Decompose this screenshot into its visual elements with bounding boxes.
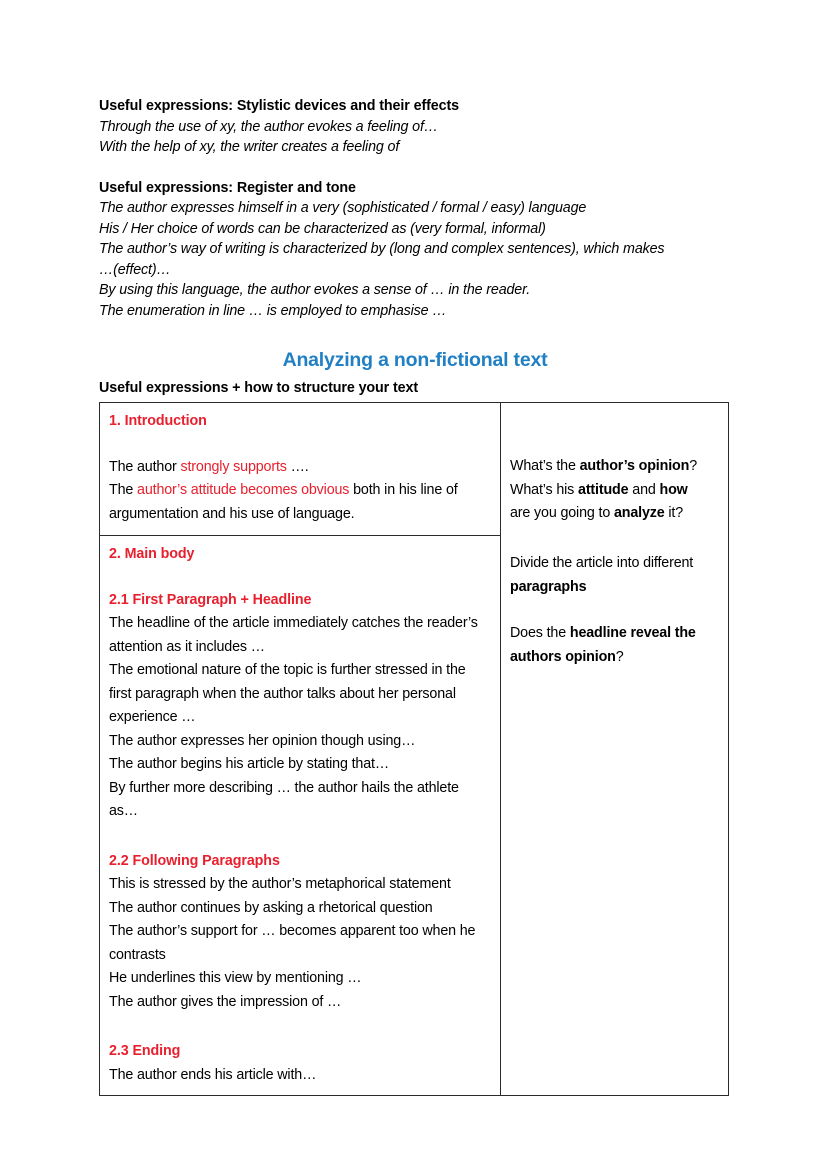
expression-line: Through the use of xy, the author evokes a feeling of… <box>99 118 438 135</box>
text-segment: …. <box>286 458 309 475</box>
following-paragraph-line: This is stressed by the author’s metaphorical statement <box>109 876 451 892</box>
introduction-line-1 <box>109 456 490 480</box>
highlighted-phrase: strongly supports <box>180 458 287 475</box>
section-heading-following-paragraphs: 2.2 Following Paragraphs <box>109 852 280 869</box>
section-heading-main-body: 2. Main body <box>109 546 195 562</box>
introduction-question-3 <box>510 502 718 526</box>
emphasis: author’s opinion <box>579 458 690 474</box>
text-segment: The <box>109 482 138 498</box>
emphasis: headline reveal the authors opinion <box>510 625 696 665</box>
paragraph-spacer <box>510 599 718 622</box>
section-heading-ending: 2.3 Ending <box>109 1043 181 1059</box>
main-body-instruction-1 <box>510 552 718 599</box>
table-row-main-body <box>100 536 500 1095</box>
following-paragraph-line: The author gives the impression of … <box>109 993 342 1010</box>
first-paragraph-line: The headline of the article immediately catches the reader’s attention as it includes … <box>109 615 478 655</box>
highlighted-phrase: author’s attitude becomes obvious <box>137 482 350 498</box>
expression-line: His / Her choice of words can be characterized as (very formal, informal) <box>99 220 546 237</box>
paragraph-spacer <box>109 567 490 589</box>
expressions-heading-register-and-tone: Useful expressions: Register and tone <box>99 179 356 196</box>
expression-line: The author expresses himself in a very (sophisticated / formal / easy) language <box>99 200 587 216</box>
introduction-line-2 <box>109 479 490 526</box>
expressions-heading-stylistic-devices: Useful expressions: Stylistic devices and their effects <box>99 98 460 114</box>
following-paragraph-line: The author continues by asking a rhetorical question <box>109 899 433 916</box>
emphasis: attitude <box>578 481 629 498</box>
ending-line: The author ends his article with… <box>109 1066 317 1083</box>
expressions-block-stylistic-devices <box>99 96 731 158</box>
main-body-instruction-2 <box>510 622 718 669</box>
first-paragraph-line: By further more describing … the author hails the athlete as… <box>109 779 459 819</box>
page-subtitle: Useful expressions + how to structure your text <box>99 380 419 396</box>
emphasis: how <box>659 481 688 498</box>
expression-line: …(effect)… <box>99 261 171 278</box>
emphasis: paragraphs <box>510 578 587 595</box>
following-paragraph-line: He underlines this view by mentioning … <box>109 970 362 986</box>
introduction-question-1 <box>510 455 718 479</box>
text-segment: What’s his <box>510 481 579 498</box>
structure-table <box>99 402 729 1096</box>
expression-line: With the help of xy, the writer creates a feeling of <box>99 139 400 155</box>
emphasis: analyze <box>613 505 665 521</box>
document-content <box>99 96 731 1096</box>
first-paragraph-line: The author begins his article by stating that… <box>109 756 389 772</box>
text-segment: Does the <box>510 625 570 641</box>
table-row-introduction <box>100 403 500 536</box>
section-heading-first-paragraph: 2.1 First Paragraph + Headline <box>109 591 312 608</box>
paragraph-spacer <box>109 434 490 456</box>
text-segment: it? <box>664 505 684 521</box>
text-segment: ? <box>615 648 624 665</box>
section-heading-introduction: 1. Introduction <box>109 413 207 429</box>
text-segment: Divide the article into different <box>510 555 694 571</box>
text-segment: ? <box>689 458 698 474</box>
block-spacer <box>99 158 731 178</box>
text-segment: and <box>628 481 660 498</box>
expression-line: The enumeration in line … is employed to emphasise … <box>99 302 447 319</box>
paragraph-spacer <box>109 1014 490 1040</box>
text-segment: The author <box>109 458 181 475</box>
expression-line: By using this language, the author evokes a sense of … in the reader. <box>99 282 531 298</box>
table-left-column <box>100 403 501 1095</box>
table-right-column <box>501 403 728 1095</box>
right-column-main-body-notes <box>510 545 718 669</box>
introduction-question-2 <box>510 479 718 503</box>
text-segment: What’s the <box>510 458 580 474</box>
right-column-introduction-notes <box>510 412 718 545</box>
first-paragraph-line: The emotional nature of the topic is further stressed in the first paragraph when the author talks about her personal experience … <box>109 662 466 725</box>
page-title: Analyzing a non-fictional text <box>282 349 548 371</box>
following-paragraph-line: The author’s support for … becomes apparent too when he contrasts <box>109 923 476 963</box>
first-paragraph-line: The author expresses her opinion though using… <box>109 732 416 749</box>
text-segment: are you going to <box>510 505 614 521</box>
paragraph-spacer <box>109 824 490 850</box>
text-segment: both in his line of argumentation and his use of language. <box>109 482 458 522</box>
expressions-block-register-and-tone <box>99 178 731 322</box>
expression-line: The author’s way of writing is characterized by (long and complex sentences), which makes <box>99 241 665 257</box>
